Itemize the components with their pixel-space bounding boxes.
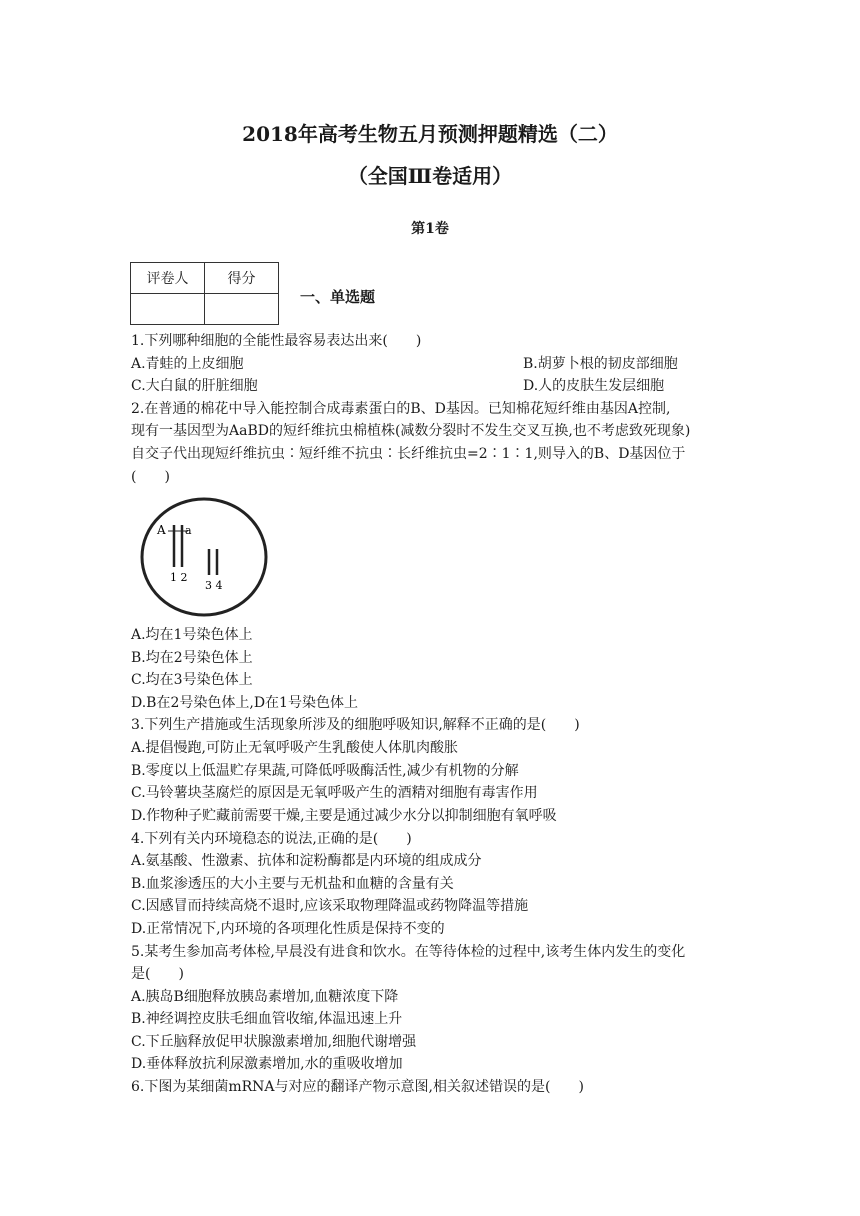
q5-option-c: C.下丘脑释放促甲状腺激素增加,细胞代谢增强 xyxy=(131,1034,417,1050)
q3-option-a: A.提倡慢跑,可防止无氧呼吸产生乳酸使人体肌肉酸胀 xyxy=(131,740,459,756)
q5-option-b: B.神经调控皮肤毛细血管收缩,体温迅速上升 xyxy=(131,1011,403,1027)
q2-option-d: D.B在2号染色体上,D在1号染色体上 xyxy=(131,695,358,711)
q4-stem: 4.下列有关内环境稳态的说法,正确的是( ) xyxy=(131,831,412,847)
section-heading: 一、单选题 xyxy=(300,288,376,306)
score-table-cell-grader xyxy=(131,294,205,325)
q2-stem-line-3: 自交子代出现短纤维抗虫∶短纤维不抗虫∶长纤维抗虫=2∶1∶1,则导入的B、D基因位于 xyxy=(131,446,686,462)
q1-option-a: A.青蛙的上皮细胞 xyxy=(131,356,244,372)
q3-stem: 3.下列生产措施或生活现象所涉及的细胞呼吸知识,解释不正确的是( ) xyxy=(131,717,580,733)
q4-option-b: B.血浆渗透压的大小主要与无机盐和血糖的含量有关 xyxy=(131,876,454,892)
score-table-cell-score xyxy=(205,294,279,325)
page-title: 2018年高考生物五月预测押题精选（二） xyxy=(242,122,618,146)
q2-stem-line-4: ( ) xyxy=(131,469,170,485)
chromosome-label-34: 3 4 xyxy=(205,579,223,592)
q4-option-d: D.正常情况下,内环境的各项理化性质是保持不变的 xyxy=(131,921,445,937)
q5-option-a: A.胰岛B细胞释放胰岛素增加,血糖浓度下降 xyxy=(131,989,399,1005)
q5-stem-line-1: 5.某考生参加高考体检,早晨没有进食和饮水。在等待体检的过程中,该考生体内发生的变化 xyxy=(131,944,686,960)
score-table-header-grader: 评卷人 xyxy=(131,263,205,294)
score-table xyxy=(130,262,279,325)
q2-stem-line-2: 现有一基因型为AaBD的短纤维抗虫棉植株(减数分裂时不发生交叉互换,也不考虑致死现象) xyxy=(131,423,691,439)
q5-stem-line-2: 是( ) xyxy=(131,966,184,982)
q2-stem-line-1: 2.在普通的棉花中导入能控制合成毒素蛋白的B、D基因。已知棉花短纤维由基因A控制, xyxy=(131,401,671,417)
q6-stem: 6.下图为某细菌mRNA与对应的翻译产物示意图,相关叙述错误的是( ) xyxy=(131,1079,584,1095)
q1-option-b: B.胡萝卜根的韧皮部细胞 xyxy=(523,356,678,372)
q3-option-b: B.零度以上低温贮存果蔬,可降低呼吸酶活性,减少有机物的分解 xyxy=(131,763,519,779)
q2-option-a: A.均在1号染色体上 xyxy=(131,627,253,643)
chromosome-label-12: 1 2 xyxy=(170,571,188,584)
q1-option-d: D.人的皮肤生发层细胞 xyxy=(523,378,665,394)
chromosome-figure xyxy=(138,495,270,619)
q1-stem: 1.下列哪种细胞的全能性最容易表达出来( ) xyxy=(131,333,422,349)
q2-option-b: B.均在2号染色体上 xyxy=(131,650,253,666)
volume-heading: 第1卷 xyxy=(411,221,449,237)
allele-label-a: a xyxy=(185,524,192,537)
page-subtitle: （全国Ⅲ卷适用） xyxy=(347,164,513,188)
cell-outline xyxy=(142,499,266,615)
score-table-header-score: 得分 xyxy=(205,263,279,294)
allele-label-A: A xyxy=(157,523,166,537)
q3-option-d: D.作物种子贮藏前需要干燥,主要是通过减少水分以抑制细胞有氧呼吸 xyxy=(131,808,557,824)
q5-option-d: D.垂体释放抗利尿激素增加,水的重吸收增加 xyxy=(131,1056,403,1072)
q4-option-c: C.因感冒而持续高烧不退时,应该采取物理降温或药物降温等措施 xyxy=(131,898,529,914)
q3-option-c: C.马铃薯块茎腐烂的原因是无氧呼吸产生的酒精对细胞有毒害作用 xyxy=(131,785,538,801)
q4-option-a: A.氨基酸、性激素、抗体和淀粉酶都是内环境的组成成分 xyxy=(131,853,482,869)
q1-option-c: C.大白鼠的肝脏细胞 xyxy=(131,378,258,394)
q2-option-c: C.均在3号染色体上 xyxy=(131,672,253,688)
